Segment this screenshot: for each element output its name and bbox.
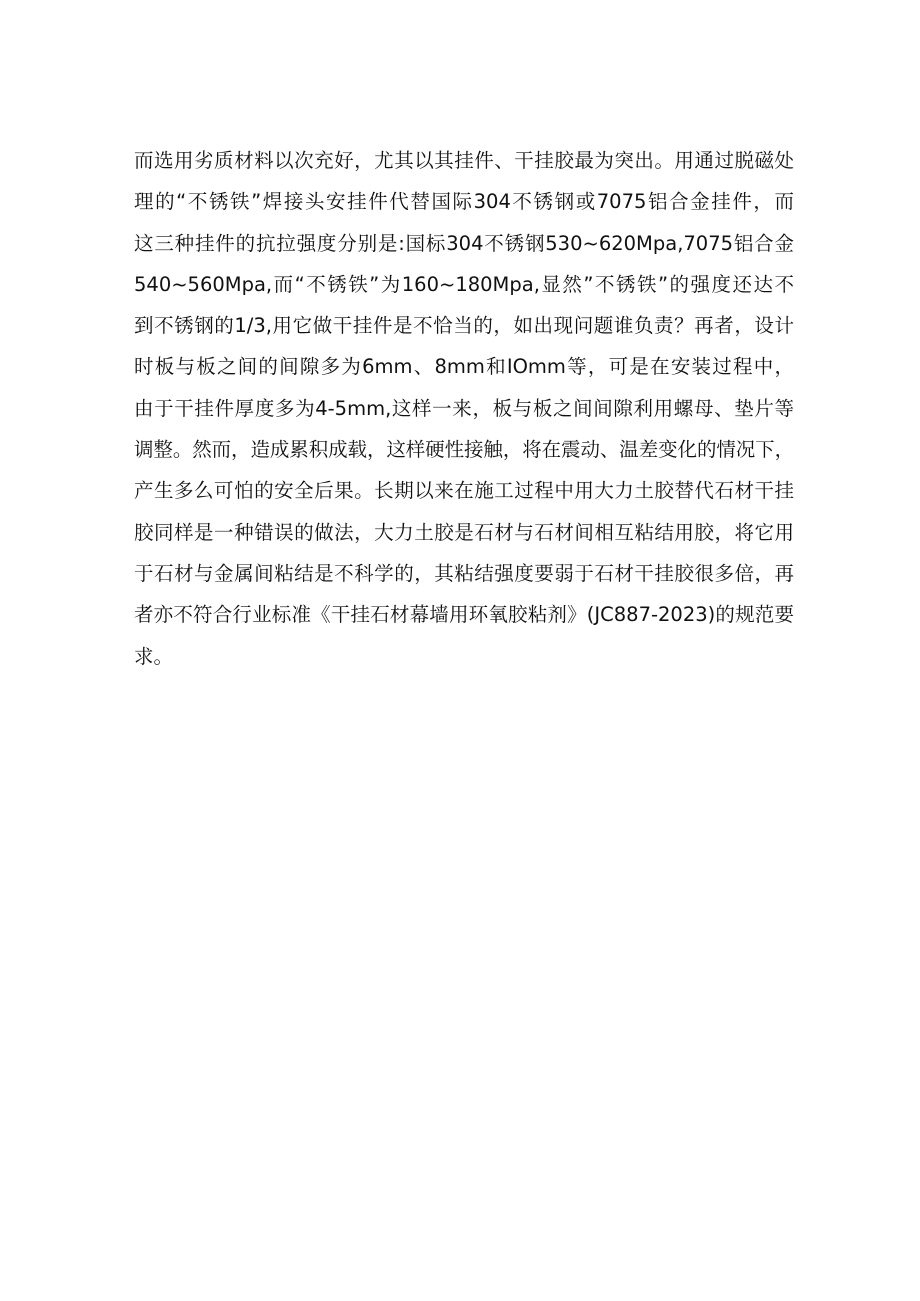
paragraph-line: 到不锈钢的1/3,用它做干挂件是不恰当的，如出现问题谁负责？再者，设计 — [134, 314, 794, 338]
paragraph-line: 产生多么可怕的安全后果。长期以来在施工过程中用大力土胶替代石材干挂 — [134, 479, 794, 503]
paragraph-line: 时板与板之间的间隙多为6mm、8mm和IOmm等，可是在安装过程中， — [134, 355, 794, 379]
paragraph-line: 者亦不符合行业标准《干挂石材幕墙用环氧胶粘剂》(JC887-2023)的规范要 — [134, 603, 794, 627]
paragraph-line: 于石材与金属间粘结是不科学的，其粘结强度要弱于石材干挂胶很多倍，再 — [134, 561, 794, 585]
paragraph-line: 调整。然而，造成累积成载，这样硬性接触，将在震动、温差变化的情况下， — [134, 438, 794, 462]
paragraph-line: 理的“不锈铁”焊接头安挂件代替国际304不锈钢或7075铝合金挂件，而 — [134, 190, 794, 214]
paragraph-line: 540~560Mpa,而“不锈铁”为160~180Mpa,显然”不锈铁”的强度还达不 — [134, 272, 794, 296]
paragraph-line: 而选用劣质材料以次充好，尤其以其挂件、干挂胶最为突出。用通过脱磁处 — [134, 149, 794, 172]
paragraph-line: 胶同样是一种错误的做法，大力土胶是石材与石材间相互粘结用胶，将它用 — [134, 520, 794, 544]
paragraph-line: 由于干挂件厚度多为4-5mm,这样一来，板与板之间间隙利用螺母、垫片等 — [134, 396, 794, 420]
paragraph-line: 这三种挂件的抗拉强度分别是:国标304不锈钢530~620Mpa,7075铝合金 — [134, 231, 794, 255]
paragraph-line: 求。 — [134, 644, 174, 668]
body-paragraph — [134, 140, 794, 677]
